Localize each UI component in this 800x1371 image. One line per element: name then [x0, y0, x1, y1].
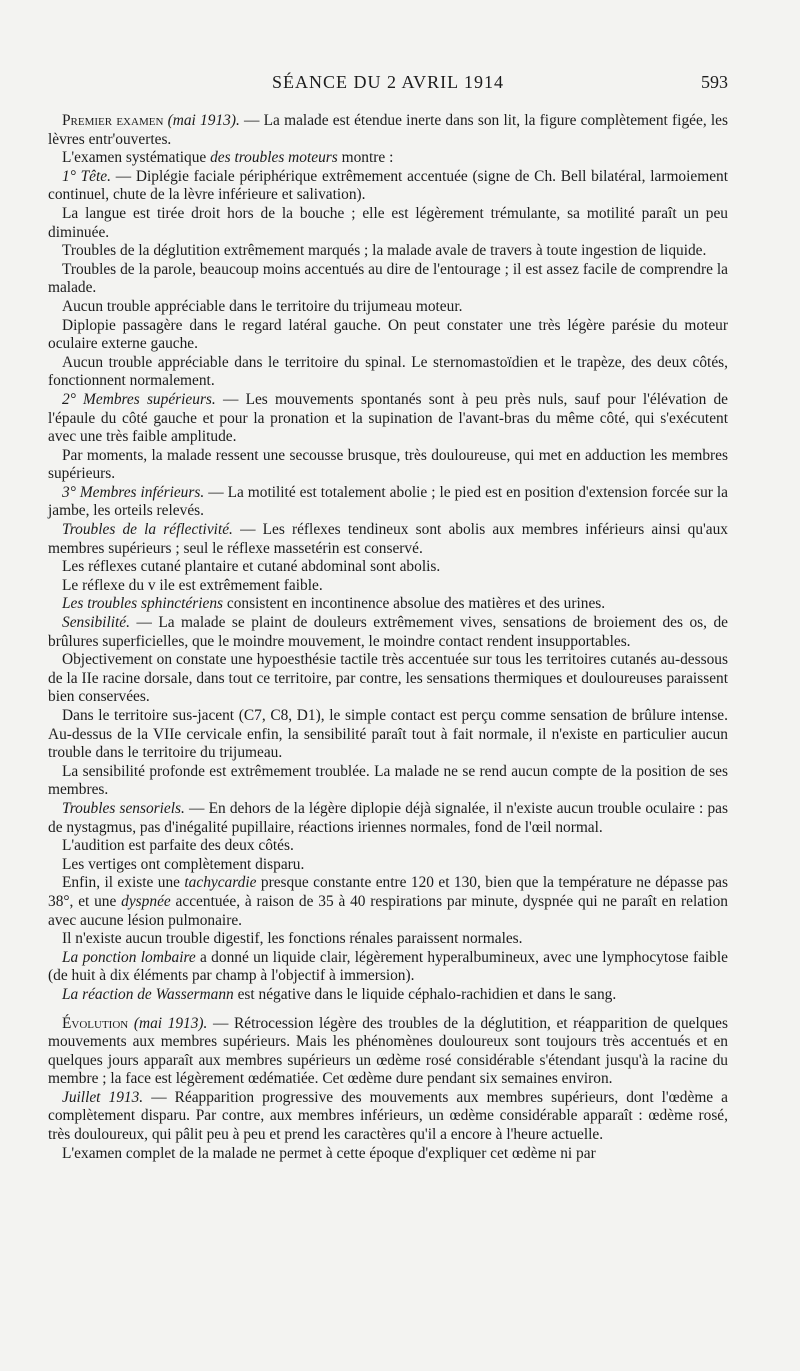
paragraph-it2: dyspnée	[121, 892, 171, 910]
paragraph-text: La langue est tirée droit hors de la bouche ; elle est légèrement trémulante, sa motilité paraît un peu diminuée.	[48, 204, 728, 241]
paragraph-lead-it: (mai 1913).	[133, 1014, 208, 1032]
paragraph-lead-it: Sensibilité.	[62, 614, 130, 632]
paragraph-text: — La malade se plaint de douleurs extrêmement vives, sensations de broiement des os, de brûlures superficielles, que le moindre mouvement, le moindre contact rendent insupportables.	[48, 614, 728, 650]
paragraph-lead-it: La ponction lombaire	[62, 948, 196, 966]
paragraph	[48, 521, 728, 558]
paragraph-text: — Les mouvements spontanés sont à peu près nuls, sauf pour l'élévation de l'épaule du côté gauche et pour la pronation et la supination de l'avant-bras du même côté, qui s'exécutent avec une très faible amplitude.	[48, 390, 728, 446]
paragraph-text: Objectivement on constate une hypoesthésie tactile très accentuée sur tous les territoires cutanés au-dessous de la IIe racine dorsale, dans tout ce territoire, par contre, les sensations thermiques et douloureuses paraissent bien conservées.	[48, 651, 728, 706]
paragraph	[48, 837, 728, 856]
paragraph	[48, 354, 728, 391]
paragraph-text: Dans le territoire sus-jacent (C7, C8, D1), le simple contact est perçu comme sensation de brûlure intense. Au-dessus de la VIIe cervicale enfin, la sensibilité paraît tout à fait normale, il n'existe en particulier aucun trouble dans le territoire du trijumeau.	[48, 707, 728, 762]
paragraph-lead-it: 1° Tête.	[62, 167, 111, 185]
paragraph-text: a donné un liquide clair, légèrement hyperalbumineux, avec une lymphocytose faible (de huit à dix éléments par champ à l'objectif à immersion).	[48, 948, 728, 985]
paragraph-text: L'examen complet de la malade ne permet à cette époque d'expliquer cet œdème ni par	[62, 1144, 596, 1162]
paragraph-text: — Rétrocession légère des troubles de la déglutition, et réapparition de quelques mouvements aux membres supérieurs. Mais les phénomènes douloureux sont toujours très accentués et en quelques jours apparaît aux membres supérieurs un œdème rosé considérable s'étendant jusqu'à la racine du membre ; la face est légèrement œdématiée. Cet œdème dure pendant six semaines environ.	[48, 1014, 728, 1088]
paragraph-lead-it: (mai 1913).	[167, 112, 240, 129]
paragraph	[48, 112, 728, 149]
paragraph	[48, 986, 728, 1005]
paragraph-text: Le réflexe du v ile est extrêmement faible.	[62, 576, 323, 594]
paragraph	[48, 651, 728, 707]
page-header-title: SÉANCE DU 2 AVRIL 1914	[271, 72, 504, 92]
paragraph-text: est négative dans le liquide céphalo-rachidien et dans le sang.	[237, 985, 617, 1003]
paragraph-lead-it: La réaction de Wassermann	[62, 985, 234, 1003]
paragraph	[48, 949, 728, 986]
paragraph-text: Aucun trouble appréciable dans le territoire du trijumeau moteur.	[62, 297, 463, 315]
paragraph-lead-it: Juillet 1913.	[62, 1088, 144, 1106]
paragraph-pre: Enfin, il existe une	[62, 874, 185, 892]
running-header	[48, 72, 728, 102]
paragraph-text: Par moments, la malade ressent une secousse brusque, très douloureuse, qui met en adduction les membres supérieurs.	[48, 446, 728, 483]
paragraph-lead-it: tachycardie	[184, 874, 257, 892]
paragraph-lead-it: des troubles moteurs	[210, 149, 338, 167]
paragraph-text: montre :	[341, 149, 394, 167]
paragraph	[48, 317, 728, 354]
paragraph-text: — La motilité est totalement abolie ; le pied est en position d'extension forcée sur la jambe, les orteils relevés.	[48, 483, 728, 520]
paragraph	[48, 205, 728, 242]
paragraph	[48, 614, 728, 651]
paragraph-text: — Diplégie faciale périphérique extrêmement accentuée (signe de Ch. Bell bilatéral, larmoiement continuel, chute de la lèvre inférieure et salivation).	[48, 167, 728, 204]
paragraph-text: presque constante entre 120 et 130, bien que la température ne dépasse pas 38°, et une	[48, 874, 728, 910]
paragraph-text: — Les réflexes tendineux sont abolis aux membres inférieurs ainsi qu'aux membres supérieurs ; seul le réflexe massetérin est conservé.	[48, 521, 729, 557]
paragraph-lead-sc: Premier examen	[62, 112, 164, 129]
paragraph	[48, 149, 728, 168]
paragraph	[48, 874, 728, 930]
paragraph-lead-it: Les troubles sphinctériens	[62, 595, 224, 613]
paragraph	[48, 558, 728, 577]
paragraph	[48, 707, 728, 763]
page-number: 593	[701, 72, 728, 92]
paragraph-text: Troubles de la parole, beaucoup moins accentués au dire de l'entourage ; il est assez facile de comprendre la malade.	[48, 260, 728, 297]
paragraph	[48, 856, 728, 875]
paragraph-text: Il n'existe aucun trouble digestif, les fonctions rénales paraissent normales.	[62, 930, 523, 948]
paragraph	[48, 1089, 728, 1145]
paragraph-text: Troubles de la déglutition extrêmement marqués ; la malade avale de travers à toute ingestion de liquide.	[62, 242, 707, 260]
paragraph	[48, 1015, 728, 1089]
paragraph-lead-it: Troubles de la réflectivité.	[62, 521, 233, 539]
paragraph-text: — Réapparition progressive des mouvements aux membres supérieurs, dont l'œdème a complètement disparu. Par contre, aux membres inférieurs, un œdème considérable apparaît : œdème rosé, très douloureux, qui pâlit peu à peu et prend les caractères qu'il a encore à l'heure actuelle.	[48, 1088, 728, 1144]
paragraph-lead-it: Troubles sensoriels.	[62, 799, 185, 817]
paragraph	[48, 577, 728, 596]
paragraph	[48, 930, 728, 949]
paragraph-text: — En dehors de la légère diplopie déjà signalée, il n'existe aucun trouble oculaire : pas de nystagmus, pas d'inégalité pupillaire, réactions iriennes normales, fond de l'œil normal.	[48, 799, 728, 836]
paragraph	[48, 595, 728, 614]
paragraph	[48, 447, 728, 484]
paragraph-text: Diplopie passagère dans le regard latéral gauche. On peut constater une très légère parésie du moteur oculaire externe gauche.	[48, 316, 728, 353]
paragraph-text: — La malade est étendue inerte dans son lit, la figure complètement figée, les lèvres entr'ouvertes.	[48, 112, 728, 148]
paragraph-text: Les réflexes cutané plantaire et cutané abdominal sont abolis.	[62, 558, 441, 576]
paragraph	[48, 242, 728, 261]
paragraph	[48, 484, 728, 521]
paragraph-lead-it: 3° Membres inférieurs.	[62, 483, 205, 501]
paragraph	[48, 391, 728, 447]
paragraph	[48, 261, 728, 298]
paragraph-text: consistent en incontinence absolue des matières et des urines.	[226, 595, 606, 613]
paragraph-text: Aucun trouble appréciable dans le territoire du spinal. Le sternomastoïdien et le trapèze, des deux côtés, fonctionnent normalement.	[48, 353, 728, 390]
paragraph	[48, 800, 728, 837]
paragraph-text: L'audition est parfaite des deux côtés.	[62, 837, 294, 855]
paragraph-post: accentuée, à raison de 35 à 40 respirations par minute, dyspnée qui ne paraît en relation avec aucune lésion pulmonaire.	[48, 892, 728, 929]
paragraph-pre: L'examen systématique	[62, 149, 211, 167]
paragraph-lead-it: 2° Membres supérieurs.	[62, 390, 216, 408]
paragraph	[48, 168, 728, 205]
body-text	[48, 112, 728, 1163]
paragraph-text: Les vertiges ont complètement disparu.	[62, 855, 305, 873]
paragraph	[48, 763, 728, 800]
paragraph-lead-sc: Évolution	[62, 1014, 129, 1032]
paragraph	[48, 298, 728, 317]
paragraph-text: La sensibilité profonde est extrêmement troublée. La malade ne se rend aucun compte de la position de ses membres.	[48, 762, 728, 799]
paragraph	[48, 1145, 728, 1164]
